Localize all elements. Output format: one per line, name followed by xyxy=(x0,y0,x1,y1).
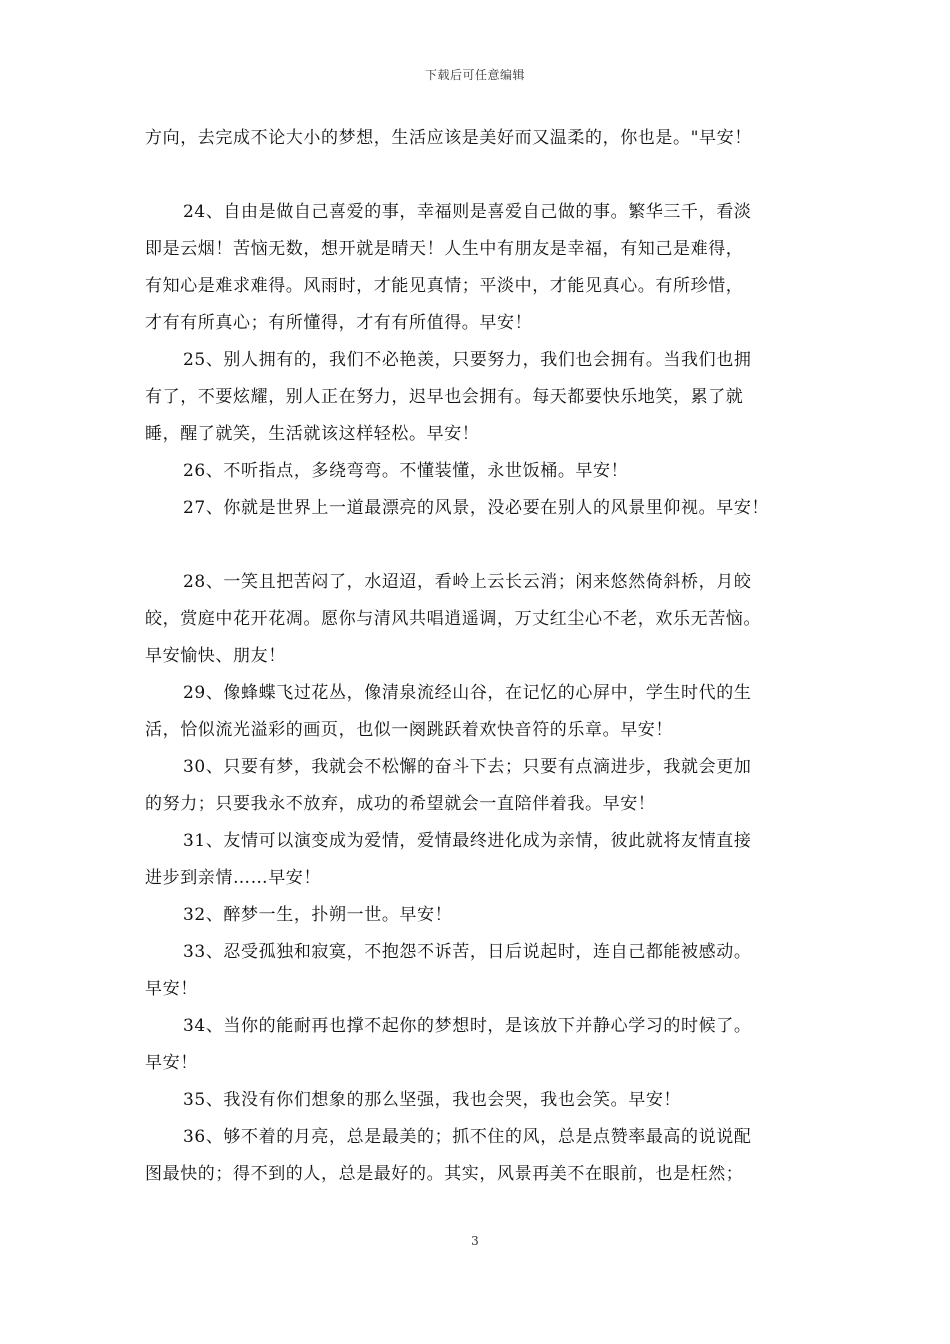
text-line: 36、够不着的月亮，总是最美的；抓不住的风，总是点赞率最高的说说配 xyxy=(183,1127,752,1147)
text-line: 活，恰似流光溢彩的画页，也似一阕跳跃着欢快音符的乐章。早安！ xyxy=(145,720,673,740)
text-line: 28、一笑且把苦闷了，水迢迢，看岭上云长云消；闲来悠然倚斜桥，月皎 xyxy=(183,572,752,592)
text-line: 早安愉快、朋友！ xyxy=(145,646,286,666)
text-line: 皎，赏庭中花开花凋。愿你与清风共唱逍遥调，万丈红尘心不老，欢乐无苦恼。 xyxy=(145,609,761,629)
text-line: 35、我没有你们想象的那么坚强，我也会哭，我也会笑。早安！ xyxy=(183,1090,682,1110)
text-line: 即是云烟！苦恼无数，想开就是晴天！人生中有朋友是幸福，有知己是难得， xyxy=(145,239,744,259)
text-line: 27、你就是世界上一道最漂亮的风景，没必要在别人的风景里仰视。早安！ xyxy=(183,498,770,518)
text-line: 方向，去完成不论大小的梦想，生活应该是美好而又温柔的，你也是。"早安！ xyxy=(145,128,752,148)
text-line: 图最快的；得不到的人，总是最好的。其实，风景再美不在眼前，也是枉然； xyxy=(145,1164,744,1184)
text-line: 25、别人拥有的，我们不必艳羡，只要努力，我们也会拥有。当我们也拥 xyxy=(183,350,752,370)
page-number: 3 xyxy=(471,1234,479,1248)
text-line: 26、不听指点，多绕弯弯。不懂装懂，永世饭桶。早安！ xyxy=(183,461,629,481)
text-line: 32、醉梦一生，扑朔一世。早安！ xyxy=(183,905,453,925)
text-line: 的努力；只要我永不放弃，成功的希望就会一直陪伴着我。早安！ xyxy=(145,794,656,814)
text-line: 进步到亲情……早安！ xyxy=(145,868,321,888)
text-line: 早安！ xyxy=(145,979,198,999)
text-line: 睡，醒了就笑，生活就该这样轻松。早安！ xyxy=(145,424,480,444)
text-line: 有了，不要炫耀，别人正在努力，迟早也会拥有。每天都要快乐地笑，累了就 xyxy=(145,387,744,407)
text-line: 有知心是难求难得。风雨时，才能见真情；平淡中，才能见真心。有所珍惜， xyxy=(145,276,744,296)
page-header: 下载后可任意编辑 xyxy=(424,68,525,82)
text-line: 33、忍受孤独和寂寞，不抱怨不诉苦，日后说起时，连自己都能被感动。 xyxy=(183,942,752,962)
text-line: 早安！ xyxy=(145,1053,198,1073)
text-line: 29、像蜂蝶飞过花丛，像清泉流经山谷，在记忆的心屏中，学生时代的生 xyxy=(183,683,752,703)
text-line: 24、自由是做自己喜爱的事，幸福则是喜爱自己做的事。繁华三千，看淡 xyxy=(183,202,752,222)
text-line: 34、当你的能耐再也撑不起你的梦想时，是该放下并静心学习的时候了。 xyxy=(183,1016,752,1036)
text-line: 才有有所真心；有所懂得，才有有所值得。早安！ xyxy=(145,313,533,333)
text-line: 31、友情可以演变成为爱情，爱情最终进化成为亲情，彼此就将友情直接 xyxy=(183,831,752,851)
text-line: 30、只要有梦，我就会不松懈的奋斗下去；只要有点滴进步，我就会更加 xyxy=(183,757,752,777)
